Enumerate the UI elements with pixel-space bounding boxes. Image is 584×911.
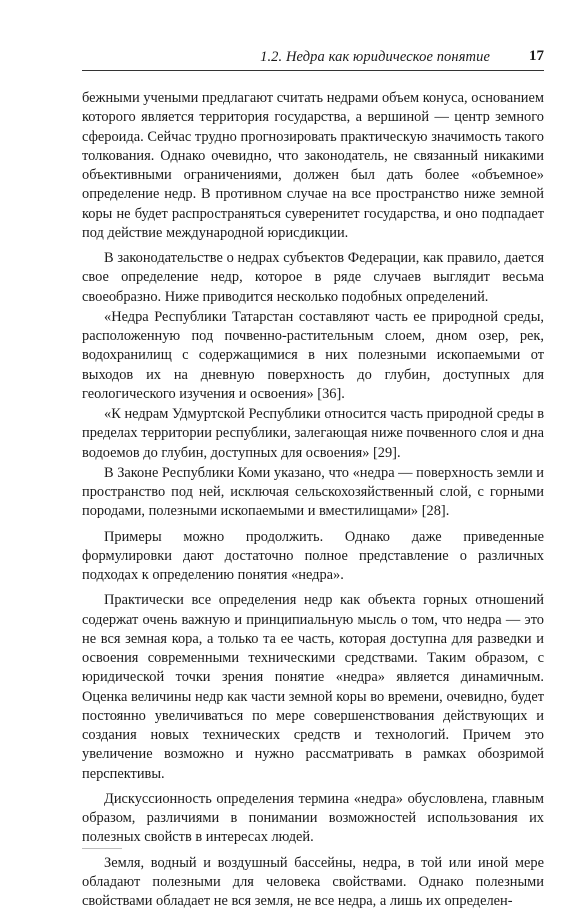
footer-mark xyxy=(82,848,122,849)
paragraph: Практически все определения недр как объекта горных отношений содержат очень важную и принципиальную мысль о том, что недра — это не вся земная кора, а только та ее часть, которая доступна для разведки и освоения современными техническими средствами. Таким образом, с юридической точки зрения понятие «недра» является динамичным. Оценка величины недр как части земной коры во времени, очевидно, будет постоянно увеличиваться по мере совершенствования действующих и создания новых технических средств и технологий. Причем это увеличение возможно и нужно рассматривать в рамках обозримой перспективы. xyxy=(82,592,544,782)
page-body xyxy=(82,89,545,909)
paragraph: Примеры можно продолжить. Однако даже приведенные формулировки дают достаточно полное представление о различных подходах к определению понятия «недра». xyxy=(82,528,544,583)
paragraph: бежными учеными предлагают считать недрами объем конуса, основанием которого является территория государства, а вершиной — центр земного сфероида. Сейчас трудно прогнозировать практическую значимость такого толкования. Однако очевидно, что законодатель, не связанный никакими объективными ограничениями, должен был дать более «объемное» определение недр. В противном случае на все пространство ниже земной коры не будет распространяться суверенитет государства, и оно подпадает под действие международной юрисдикции. xyxy=(82,90,544,241)
paragraph: В законодательстве о недрах субъектов Федерации, как правило, дается свое определение недр, которое в ряде случаев выглядит весьма своеобразно. Ниже приводится несколько подобных определений. xyxy=(82,250,544,305)
running-header-title: 1.2. Недра как юридическое понятие xyxy=(260,49,490,65)
paragraph: В Законе Республики Коми указано, что «недра — поверхность земли и пространство под ней, исключая сельскохозяйственный слой, с горными породами, полезными ископаемыми и вместилищами» [28]. xyxy=(82,464,545,520)
page-number: 17 xyxy=(529,48,544,64)
quote-paragraph: «Недра Республики Татарстан составляют часть ее природной среды, расположенную под почвенно-растительным слоем, дном озер, рек, водохранилищ с содержащимися в них полезными ископаемыми от выходов их на дневную поверхность до глубин, доступных для геологического изучения и освоения» [36]. xyxy=(82,308,544,402)
quote-paragraph: «К недрам Удмуртской Республики относится часть природной среды в пределах территории республики, залегающая ниже почвенного слоя и дна водоемов до глубин, доступных для освоения» [29]. xyxy=(82,406,544,461)
paragraph: Дискуссионность определения термина «недра» обусловлена, главным образом, различиями в понимании возможностей использования их полезных свойств в интересах людей. xyxy=(82,790,544,846)
paragraph: Земля, водный и воздушный бассейны, недра, в той или иной мере обладают полезными для человека свойствами. Однако полезными свойствами обладает не вся земля, не все недра, а лишь их определен- xyxy=(82,854,544,909)
running-header xyxy=(82,42,544,71)
